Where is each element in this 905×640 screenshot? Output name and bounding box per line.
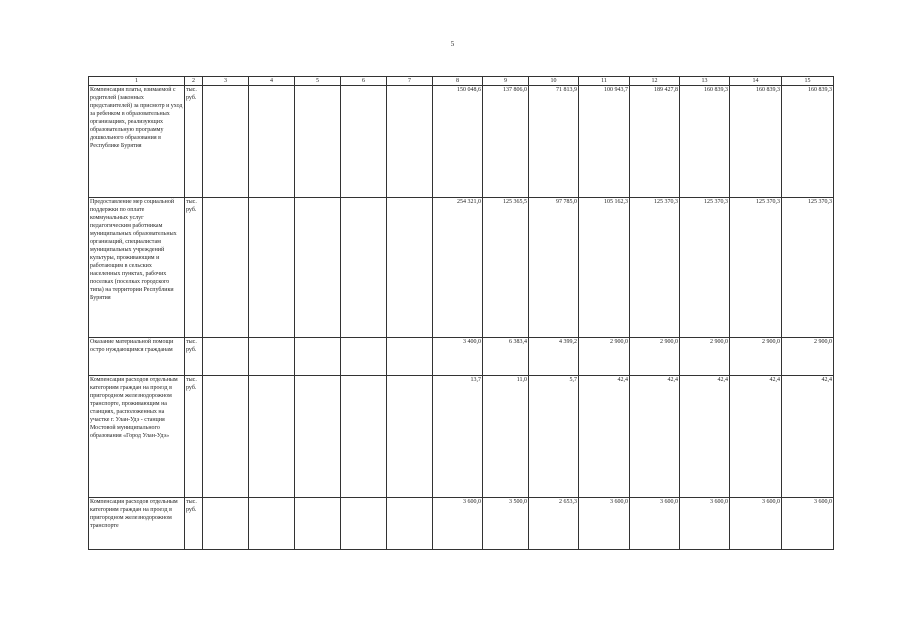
- value-cell: 160 839,3: [782, 86, 834, 198]
- empty-cell: [387, 86, 433, 198]
- value-cell: 2 900,0: [782, 338, 834, 376]
- empty-cell: [249, 198, 295, 338]
- empty-cell: [203, 338, 249, 376]
- value-cell: 2 900,0: [730, 338, 782, 376]
- column-header: 5: [295, 77, 341, 86]
- value-cell: 2 900,0: [680, 338, 730, 376]
- empty-cell: [249, 498, 295, 550]
- value-cell: 3 600,0: [680, 498, 730, 550]
- column-header: 14: [730, 77, 782, 86]
- empty-cell: [295, 498, 341, 550]
- empty-cell: [203, 86, 249, 198]
- column-header: 3: [203, 77, 249, 86]
- row-name-cell: Компенсация расходов отдельным категориям граждан на проезд в пригородном железнодорожном транспорте: [89, 498, 185, 550]
- table-row: [89, 376, 834, 498]
- row-name-cell: Предоставление мер социальной поддержки по оплате коммунальных услуг педагогическим работникам муниципальных образовательных организаций, специалистам муниципальных учреждений культуры, проживающим и работающим в сельских населенных пунктах, рабочих поселках (поселках городского типа) на территории Республики Бурятия: [89, 198, 185, 338]
- column-header: 13: [680, 77, 730, 86]
- empty-cell: [341, 498, 387, 550]
- value-cell: 3 500,0: [483, 498, 529, 550]
- row-unit-cell: тыс. руб.: [185, 198, 203, 338]
- value-cell: 3 600,0: [579, 498, 630, 550]
- value-cell: 13,7: [433, 376, 483, 498]
- value-cell: 71 813,9: [529, 86, 579, 198]
- empty-cell: [341, 338, 387, 376]
- value-cell: 150 048,6: [433, 86, 483, 198]
- value-cell: 125 365,5: [483, 198, 529, 338]
- column-header: 1: [89, 77, 185, 86]
- empty-cell: [249, 86, 295, 198]
- value-cell: 42,4: [630, 376, 680, 498]
- value-cell: 125 370,3: [730, 198, 782, 338]
- empty-cell: [387, 198, 433, 338]
- table-row: [89, 86, 834, 198]
- empty-cell: [203, 376, 249, 498]
- value-cell: 3 400,0: [433, 338, 483, 376]
- value-cell: 2 653,3: [529, 498, 579, 550]
- column-header: 15: [782, 77, 834, 86]
- value-cell: 42,4: [680, 376, 730, 498]
- value-cell: 11,0: [483, 376, 529, 498]
- row-unit-cell: тыс. руб.: [185, 86, 203, 198]
- empty-cell: [387, 376, 433, 498]
- value-cell: 3 600,0: [630, 498, 680, 550]
- value-cell: 254 321,0: [433, 198, 483, 338]
- column-header: 7: [387, 77, 433, 86]
- column-header: 2: [185, 77, 203, 86]
- value-cell: 4 399,2: [529, 338, 579, 376]
- empty-cell: [387, 498, 433, 550]
- value-cell: 160 839,3: [730, 86, 782, 198]
- table-row: [89, 498, 834, 550]
- empty-cell: [341, 376, 387, 498]
- value-cell: 2 900,0: [579, 338, 630, 376]
- column-header: 9: [483, 77, 529, 86]
- empty-cell: [203, 198, 249, 338]
- row-name-cell: Компенсация платы, взимаемой с родителей (законных представителей) за присмотр и уход за ребенком в образовательных организациях, реализующих образовательную программу дошкольного образования в Республике Бурятия: [89, 86, 185, 198]
- row-name-cell: Оказание материальной помощи остро нуждающимся гражданам: [89, 338, 185, 376]
- value-cell: 6 383,4: [483, 338, 529, 376]
- column-header: 11: [579, 77, 630, 86]
- empty-cell: [295, 86, 341, 198]
- value-cell: 125 370,3: [782, 198, 834, 338]
- value-cell: 3 600,0: [433, 498, 483, 550]
- empty-cell: [295, 338, 341, 376]
- value-cell: 137 806,0: [483, 86, 529, 198]
- row-name-cell: Компенсация расходов отдельным категориям граждан на проезд в пригородном железнодорожном транспорте, проживающим на станциях, расположенных на участке г. Улан-Удэ - станция Мостовой муниципального образования «Город Улан-Удэ»: [89, 376, 185, 498]
- column-header: 8: [433, 77, 483, 86]
- value-cell: 160 839,3: [680, 86, 730, 198]
- column-header: 10: [529, 77, 579, 86]
- empty-cell: [341, 86, 387, 198]
- table-row: [89, 198, 834, 338]
- value-cell: 100 943,7: [579, 86, 630, 198]
- empty-cell: [203, 498, 249, 550]
- value-cell: 125 370,3: [630, 198, 680, 338]
- value-cell: 5,7: [529, 376, 579, 498]
- page-number: 5: [450, 40, 455, 48]
- column-header: 6: [341, 77, 387, 86]
- value-cell: 125 370,3: [680, 198, 730, 338]
- value-cell: 42,4: [579, 376, 630, 498]
- row-unit-cell: тыс. руб.: [185, 376, 203, 498]
- value-cell: 105 162,3: [579, 198, 630, 338]
- table-row: [89, 338, 834, 376]
- column-header: 4: [249, 77, 295, 86]
- empty-cell: [249, 376, 295, 498]
- empty-cell: [249, 338, 295, 376]
- empty-cell: [341, 198, 387, 338]
- value-cell: 3 600,0: [730, 498, 782, 550]
- row-unit-cell: тыс. руб.: [185, 338, 203, 376]
- value-cell: 189 427,8: [630, 86, 680, 198]
- column-header: 12: [630, 77, 680, 86]
- empty-cell: [387, 338, 433, 376]
- budget-table: [88, 76, 834, 550]
- value-cell: 42,4: [730, 376, 782, 498]
- empty-cell: [295, 376, 341, 498]
- value-cell: 97 785,0: [529, 198, 579, 338]
- value-cell: 42,4: [782, 376, 834, 498]
- value-cell: 2 900,0: [630, 338, 680, 376]
- empty-cell: [295, 198, 341, 338]
- value-cell: 3 600,0: [782, 498, 834, 550]
- row-unit-cell: тыс. руб.: [185, 498, 203, 550]
- table-header-row: [89, 77, 834, 86]
